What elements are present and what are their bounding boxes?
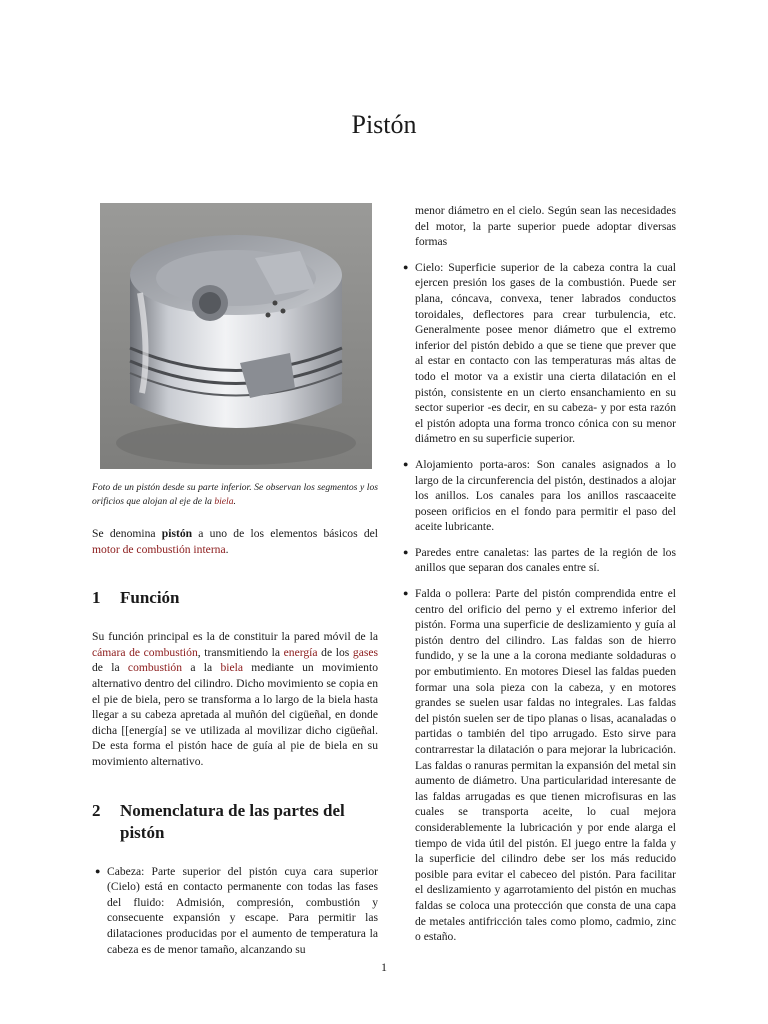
list-item-paredes: ● Paredes entre canaletas: las partes de la región de los anillos que separan dos canales entre sí. xyxy=(403,545,676,575)
piston-photo xyxy=(100,203,372,469)
list-item-alojamiento: ● Alojamiento porta-aros: Son canales asignados a lo largo de la circunferencia del pistón, destinados a alojar los anillos. Los canales para los anillos rascaaceite poseen orificios en el fondo para permitir el paso del aceite lubricante. xyxy=(403,457,676,534)
cabeza-continuation: menor diámetro en el cielo. Según sean las necesidades del motor, la parte superior puede adoptar diversas formas xyxy=(415,204,676,249)
section-2-heading: 2 Nomenclatura de las partes del pistón xyxy=(92,800,345,842)
list-item-cielo: ● Cielo: Superficie superior de la cabeza contra la cual ejercen presión los gases de la combustión. Puede ser plana, cóncava, convexa, tener labrados conductos toroidales, deflectores para crear turbulencia, etc. Generalmente posee menor diámetro que el extremo inferior del pistón debido a que se tiene que prever que al estar en contacto con las temperaturas más altas de todo el motor va a existir una cierta dilatación en el pistón, consistente en un cierto ensanchamiento en su sector superior -es decir, en su cabeza- y por esta razón el pistón adopta una forma tronco cónica con su menor diámetro en su superficie superior. xyxy=(403,260,676,446)
bullet-icon: ● xyxy=(403,458,409,469)
link-energia[interactable]: energía xyxy=(283,645,318,659)
link-motor-combustion[interactable]: motor de combustión interna xyxy=(92,542,226,556)
page-number: 1 xyxy=(381,960,387,974)
intro-paragraph: Se denomina pistón a uno de los elementos básicos del motor de combustión interna. xyxy=(92,527,378,556)
bullet-icon: ● xyxy=(403,588,409,599)
bullet-icon: ● xyxy=(95,865,101,876)
right-column xyxy=(400,203,676,955)
parts-list-left xyxy=(92,864,378,958)
parts-list-right xyxy=(400,260,676,945)
link-gases[interactable]: gases xyxy=(352,645,379,659)
section-1-heading: 1 Función xyxy=(92,588,180,608)
list-item-cabeza: ● Cabeza: Parte superior del pistón cuya cara superior (Cielo) está en contacto permanente con todas las fases del fluido: Admisión, compresión, combustión y consecuente expansión y escape. Para permitir las dilataciones producidas por el aumento de temperatura la cabeza es de menor tamaño, alcanzando su xyxy=(95,864,378,956)
link-camara-combustion[interactable]: cámara de combustión xyxy=(92,645,198,659)
link-combustion[interactable]: combustión xyxy=(127,661,183,675)
page-title: Pistón xyxy=(351,110,417,139)
section-1-paragraph: Su función principal es la de constituir la pared móvil de la cámara de combustión, transmitiendo la energía de los gases de la combustión a la biela mediante un movimiento alternativo dentro del cilindro. Dicho movimiento se copia en el pie de biela, pero se transforma a lo largo de la biela hasta llegar a su cabeza apretada al muñón del cigüeñal, en donde dicha [[energía] se ve utilizada al movilizar dicho cigüeñal. De esta forma el pistón hace de guía al pie de biela en su movimiento alternativo. xyxy=(92,630,379,768)
list-item-falda: ● Falda o pollera: Parte del pistón comprendida entre el centro del orificio del perno y el extremo inferior del pistón. Forma una superficie de deslizamiento y guía al pistón dentro del cilindro. Las faldas son de hierro fundido, y se la une a la corona mediante soldaduras o por embutimiento. En motores Diesel las faldas pueden formar una sola pieza con la cabeza, y en motores grandes se suelen usar faldas no integrales. Las faldas del pistón suelen ser de tipo planas o lisas, acanaladas o partidas o también del tipo arrugado. Esto sirve para contrarrestar la dilatación o para mejorar la lubricación. Las faldas o ranuras permitan la expansión del metal sin aumento de diámetro. Una particularidad interesante de las faldas arrugadas es que tienen microfisuras en las cuales se transporta aceite, lo cual mejora considerablemente la lubricación y por ende alarga el tiempo de vida útil del pistón. El juego entre la falda y la superficie del cilindro debe ser los más reducido posible para evitar el cabeceo del pistón. Para facilitar el deslizamiento y agarrotamiento del pistón en muchas faldas se coloca una protección que consta de una capa de metales antifricción tales como plomo, cadmio, zinc o estaño. xyxy=(403,587,676,944)
left-column xyxy=(92,203,378,957)
caption-link-biela[interactable]: biela xyxy=(214,496,234,507)
bullet-icon: ● xyxy=(403,546,409,557)
bullet-icon: ● xyxy=(403,261,409,272)
link-biela[interactable]: biela xyxy=(220,661,243,675)
figure-caption: Foto de un pistón desde su parte inferior. Se observan los segmentos y los orificios que alojan al eje de la biela. xyxy=(92,482,378,507)
